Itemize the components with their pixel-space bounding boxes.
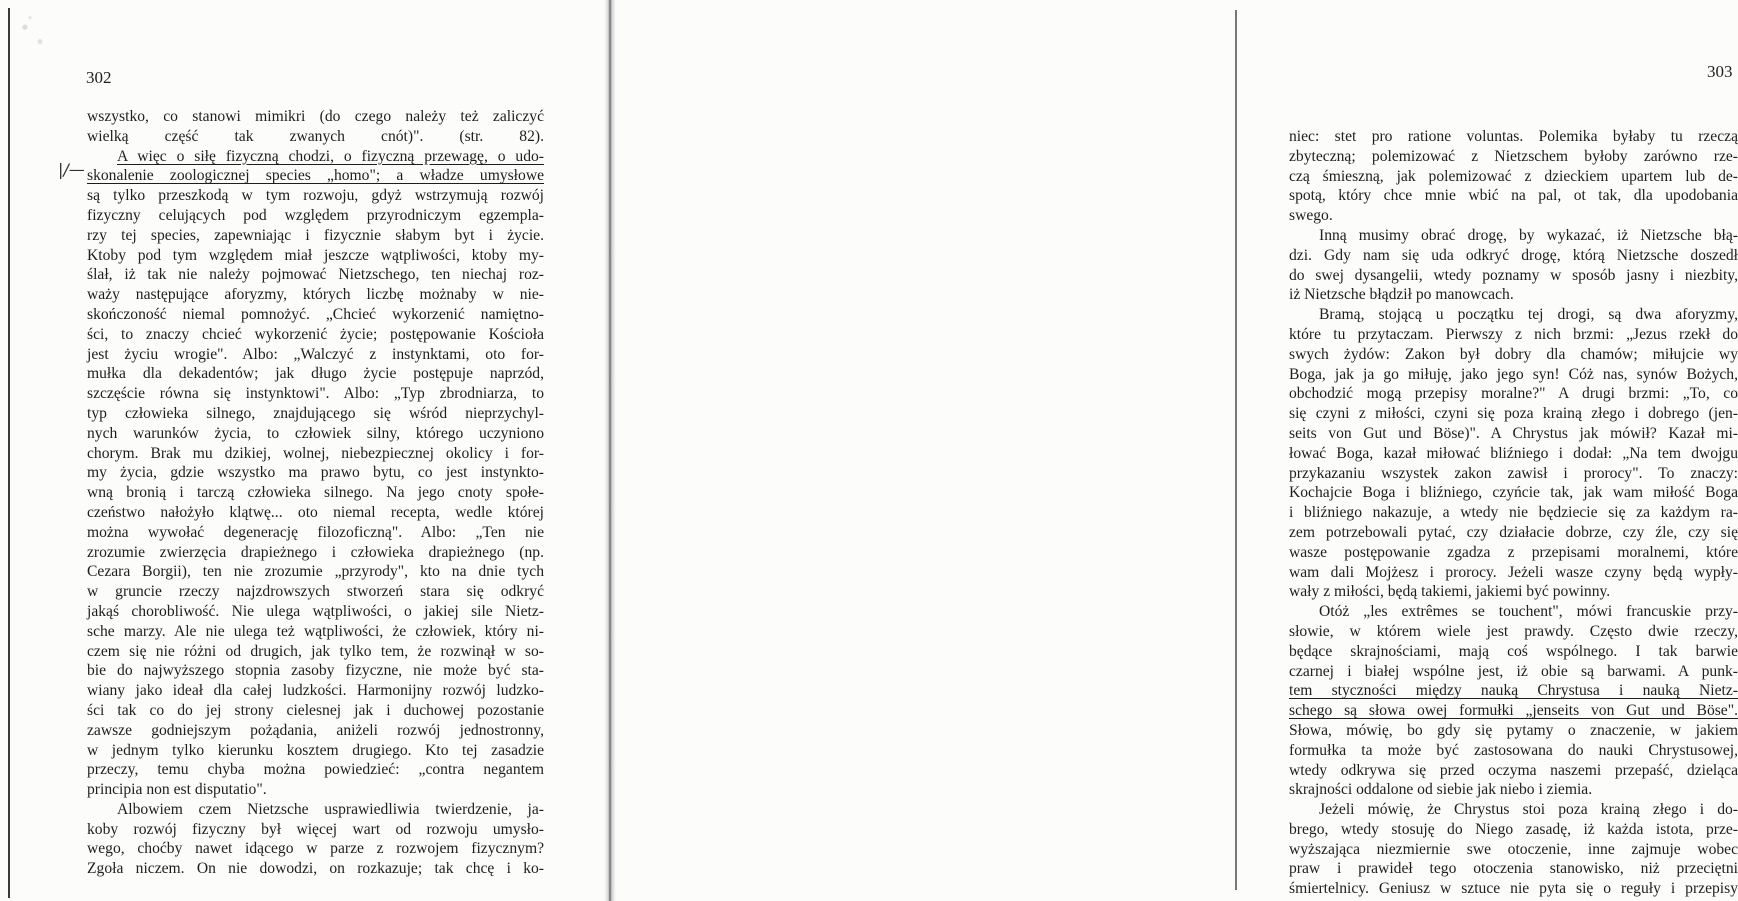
text-line: tem styczności między nauką Chrystusa i nauką Nietz- bbox=[1289, 682, 1738, 700]
text-line: dzi. Gdy nam się uda odkryć drogę, którą Nietzsche doszedł bbox=[1289, 246, 1738, 264]
text-line: obchodzić mogą przepisy moralne?" A drugi brzmi: „To, co bbox=[1289, 385, 1738, 403]
text-line: chorym. Brak mu dzikiej, wolnej, niebezpiecznej okolicy i for- bbox=[87, 444, 544, 462]
text-line: typ człowieka silnego, znajdującego się wśród nieprzychyl- bbox=[87, 404, 544, 422]
text-line: wam dali Mojżesz i prorocy. Jeżeli wasze czyny będą wypły- bbox=[1289, 563, 1738, 581]
right-page-number: 303 bbox=[1707, 62, 1733, 81]
text-line: wały z miłości, będą takiemi, jakiemi być powinny. bbox=[1289, 583, 1611, 601]
text-line: ści, to znaczy chcieć wykorzenić życie; postępowanie Kościoła bbox=[87, 325, 544, 343]
text-line: rzy tej species, zapewniając i fizycznie słabym byt i życie. bbox=[87, 226, 544, 244]
text-line: principia non est disputatio". bbox=[87, 781, 267, 799]
text-line: skonalenie zoologicznej species „homo"; a władze umysłowe bbox=[87, 167, 544, 185]
text-line: formułka ta może być zastosowana do nauki Chrystusowej, bbox=[1289, 741, 1738, 759]
text-line: skrajności oddalone od siebie jak niebo i ziemia. bbox=[1289, 781, 1593, 799]
text-line: wną bronią i tarczą człowieka silnego. Na jego cnoty społe- bbox=[87, 484, 544, 502]
left-page-text bbox=[87, 107, 544, 879]
text-line: fizyczny celujących pod względem przyrodniczym egzempla- bbox=[87, 206, 544, 224]
text-line: przykazaniu wszystek zakon zawisł i prorocy". To znaczy: bbox=[1289, 464, 1738, 482]
text-line: śmiertelnicy. Geniusz w sztuce nie pyta się o reguły i przepisy bbox=[1289, 880, 1738, 898]
text-line: Otóż „les extrêmes se touchent", mówi francuskie przy- bbox=[1319, 603, 1738, 621]
text-line: czarnej i białej wspólne jest, iż obie są barwami. A punk- bbox=[1289, 662, 1738, 680]
text-line: które tu przytaczam. Pierwszy z nich brzmi: „Jezus rzekł do bbox=[1289, 325, 1738, 343]
text-line: A więc o siłę fizyczną chodzi, o fizyczną przewagę, o udo- bbox=[117, 147, 544, 165]
text-line: do swej dysangelii, wtedy poznamy w sposób jasny i niezbity, bbox=[1289, 266, 1738, 284]
text-line: słowie, w którem wiele jest prawdy. Często dwie rzeczy, bbox=[1289, 622, 1738, 640]
text-line: Inną musimy obrać drogę, by wykazać, iż Nietzsche błą- bbox=[1319, 226, 1738, 244]
margin-pencil-mark: |/— bbox=[58, 160, 85, 179]
text-line: wtedy odkrywa się przed oczyma naszemi przepaść, dzieląca bbox=[1289, 761, 1738, 779]
text-line: czeństwo nałożyło klątwę... oto niemal recepta, wedle której bbox=[87, 503, 544, 521]
text-line: koby rozwój fizyczny był więcej wart od rozwoju umysło- bbox=[87, 820, 544, 838]
text-line: spotą, który chce mnie wbić na pal, ot tak, dla upodobania bbox=[1289, 187, 1738, 205]
text-line: Słowa, mówię, bo gdy się pytamy o znaczenie, w jakiem bbox=[1289, 721, 1738, 739]
right-page-edge bbox=[1235, 10, 1237, 890]
text-line: czem się nie różni od drugich, jak tylko tem, że rozwinął w so- bbox=[87, 642, 544, 660]
text-line: praw i prawideł tego otoczenia stanowisko, niż przeciętni bbox=[1289, 860, 1738, 878]
text-line: Bramą, stojącą u początku tej drogi, są dwa aforyzmy, bbox=[1319, 306, 1738, 324]
text-line: są tylko przeszkodą w tym rozwoju, gdyż wstrzymują rozwój bbox=[87, 187, 544, 205]
text-line: my życia, gdzie wszystko ma prawo bytu, co jest instynkto- bbox=[87, 464, 544, 482]
text-line: i bliźniego nakazuje, a wtedy nie będziecie się za każdym ra- bbox=[1289, 504, 1738, 522]
text-line: brego, wtedy stosuję do Niego zasadę, iż każda istota, prze- bbox=[1289, 820, 1738, 838]
text-line: szczęście równa się instynktowi". Albo: „Typ zbrodniarza, to bbox=[87, 385, 544, 403]
text-line: skończoność niemal pomnożyć. „Chcieć wykorzenić namiętno- bbox=[87, 305, 544, 323]
text-line: Jeżeli mówię, że Chrystus stoi poza krainą złego i do- bbox=[1319, 801, 1738, 819]
text-line: zem potrzebowali pytać, czy działacie dobrze, czy źle, czy się bbox=[1289, 523, 1738, 541]
text-line: iż Nietzsche błądził po manowcach. bbox=[1289, 286, 1514, 304]
text-line: jakąś chorobliwość. Nie ulega wątpliwości, o jakiej sile Nietz- bbox=[87, 602, 544, 620]
text-line: Ktoby pod tym względem miał jeszcze wątpliwości, ktoby my- bbox=[87, 246, 544, 264]
text-line: zbyteczną; polemizować z Nietzschem byłoby zarówno rze- bbox=[1289, 147, 1738, 165]
text-line: ślał, iż tak nie należy pojmować Nietzschego, ten niechaj roz- bbox=[87, 266, 544, 284]
text-line: sche marzy. Ale nie ulega też wątpliwości, że człowiek, który ni- bbox=[87, 622, 544, 640]
text-line: Boga, jak ja go miłuję, jako jego syn! Cóż nas, synów Bożych, bbox=[1289, 365, 1738, 383]
text-line: wiany jako ideał dla całej ludzkości. Harmonijny rozwój ludzko- bbox=[87, 682, 544, 700]
text-line: wego, choćby nawet idącego w parze z rozwojem fizycznym? bbox=[87, 840, 544, 858]
text-line: Kochajcie Boga i bliźniego, czyńcie tak, jak wam miłość Boga bbox=[1289, 484, 1738, 502]
text-line: wasze postępowanie zgadza z przepisami moralnemi, które bbox=[1289, 543, 1738, 561]
text-line: seits von Gut und Böse)". A Chrystus jak mówił? Kazał mi- bbox=[1289, 424, 1738, 442]
text-line: w jednym tylko kierunku kosztem drugiego. Kto tej zasadzie bbox=[87, 741, 544, 759]
text-line: zawsze godniejszym pożądania, aniżeli rozwój jednostronny, bbox=[87, 721, 544, 739]
text-line: niec: stet pro ratione voluntas. Polemika byłaby tu rzeczą bbox=[1289, 128, 1738, 145]
text-line: swego. bbox=[1289, 207, 1333, 225]
left-page-number: 302 bbox=[86, 68, 112, 87]
text-line: swych żydów: Zakon był dobry dla chamów; miłujcie wy bbox=[1289, 345, 1738, 363]
text-line: Cezara Borgii), ten nie zrozumie „przyrody", kto na dnie tych bbox=[87, 563, 544, 581]
text-line: waży następujące aforyzmy, których liczbę możnaby w nie- bbox=[87, 286, 544, 304]
text-line: ści tak co do jej strony cielesnej jak i duchowej pozostanie bbox=[87, 701, 544, 719]
paper-speckle bbox=[10, 8, 60, 56]
text-line: jest życiu wrogie". Albo: „Walczyć z instynktami, oto for- bbox=[87, 345, 544, 363]
text-line: się czyni z miłości, czyni się poza krainą złego i dobrego (jen- bbox=[1289, 405, 1738, 423]
text-line: będące skrajnościami, mają coś wspólnego. I tak barwie bbox=[1289, 642, 1738, 660]
right-page bbox=[612, 0, 1738, 901]
text-line: Albowiem czem Nietzsche usprawiedliwia twierdzenie, ja- bbox=[117, 800, 544, 818]
right-page-text bbox=[1289, 127, 1738, 899]
text-line: przeczy, temu chyba można powiedzieć: „contra negantem bbox=[87, 761, 544, 779]
text-line: wielką część tak zwanych cnót)". (str. 82). bbox=[87, 127, 544, 145]
text-line: w gruncie rzeczy najzdrowszych stworzeń stara się odkryć bbox=[87, 583, 544, 601]
left-page bbox=[0, 0, 612, 901]
text-line: mułka dla dekadentów; jak długo życie postępuje naprzód, bbox=[87, 365, 544, 383]
text-line: Zgoła niczem. On nie dowodzi, on rozkazuje; tak chcę i ko- bbox=[87, 860, 544, 878]
text-line: zrozumie zwierzęcia drapieżnego i człowieka drapieżnego (np. bbox=[87, 543, 544, 561]
text-line: łować Boga, kazał miłować bliźniego i dodał: „Na tem dwojgu bbox=[1289, 444, 1738, 462]
text-line: wyższająca niezmiernie swe otoczenie, inne zajmuje wobec bbox=[1289, 840, 1738, 858]
text-line: bie do najwyższego stopnia zasoby fizyczne, nie może być sta- bbox=[87, 662, 544, 680]
text-line: można wywołać degenerację filozoficzną". Albo: „Ten nie bbox=[87, 523, 544, 541]
text-line: czą śmieszną, jak polemizować z dzieckiem upartem lub de- bbox=[1289, 167, 1738, 185]
text-line: schego są słowa owej formułki „jenseits von Gut und Böse". bbox=[1289, 702, 1738, 720]
text-line: wszystko, co stanowi mimikri (do czego należy też zaliczyć bbox=[87, 108, 544, 125]
left-page-edge bbox=[8, 8, 10, 898]
text-line: nych warunków życia, to człowiek silny, którego uczyniono bbox=[87, 424, 544, 442]
